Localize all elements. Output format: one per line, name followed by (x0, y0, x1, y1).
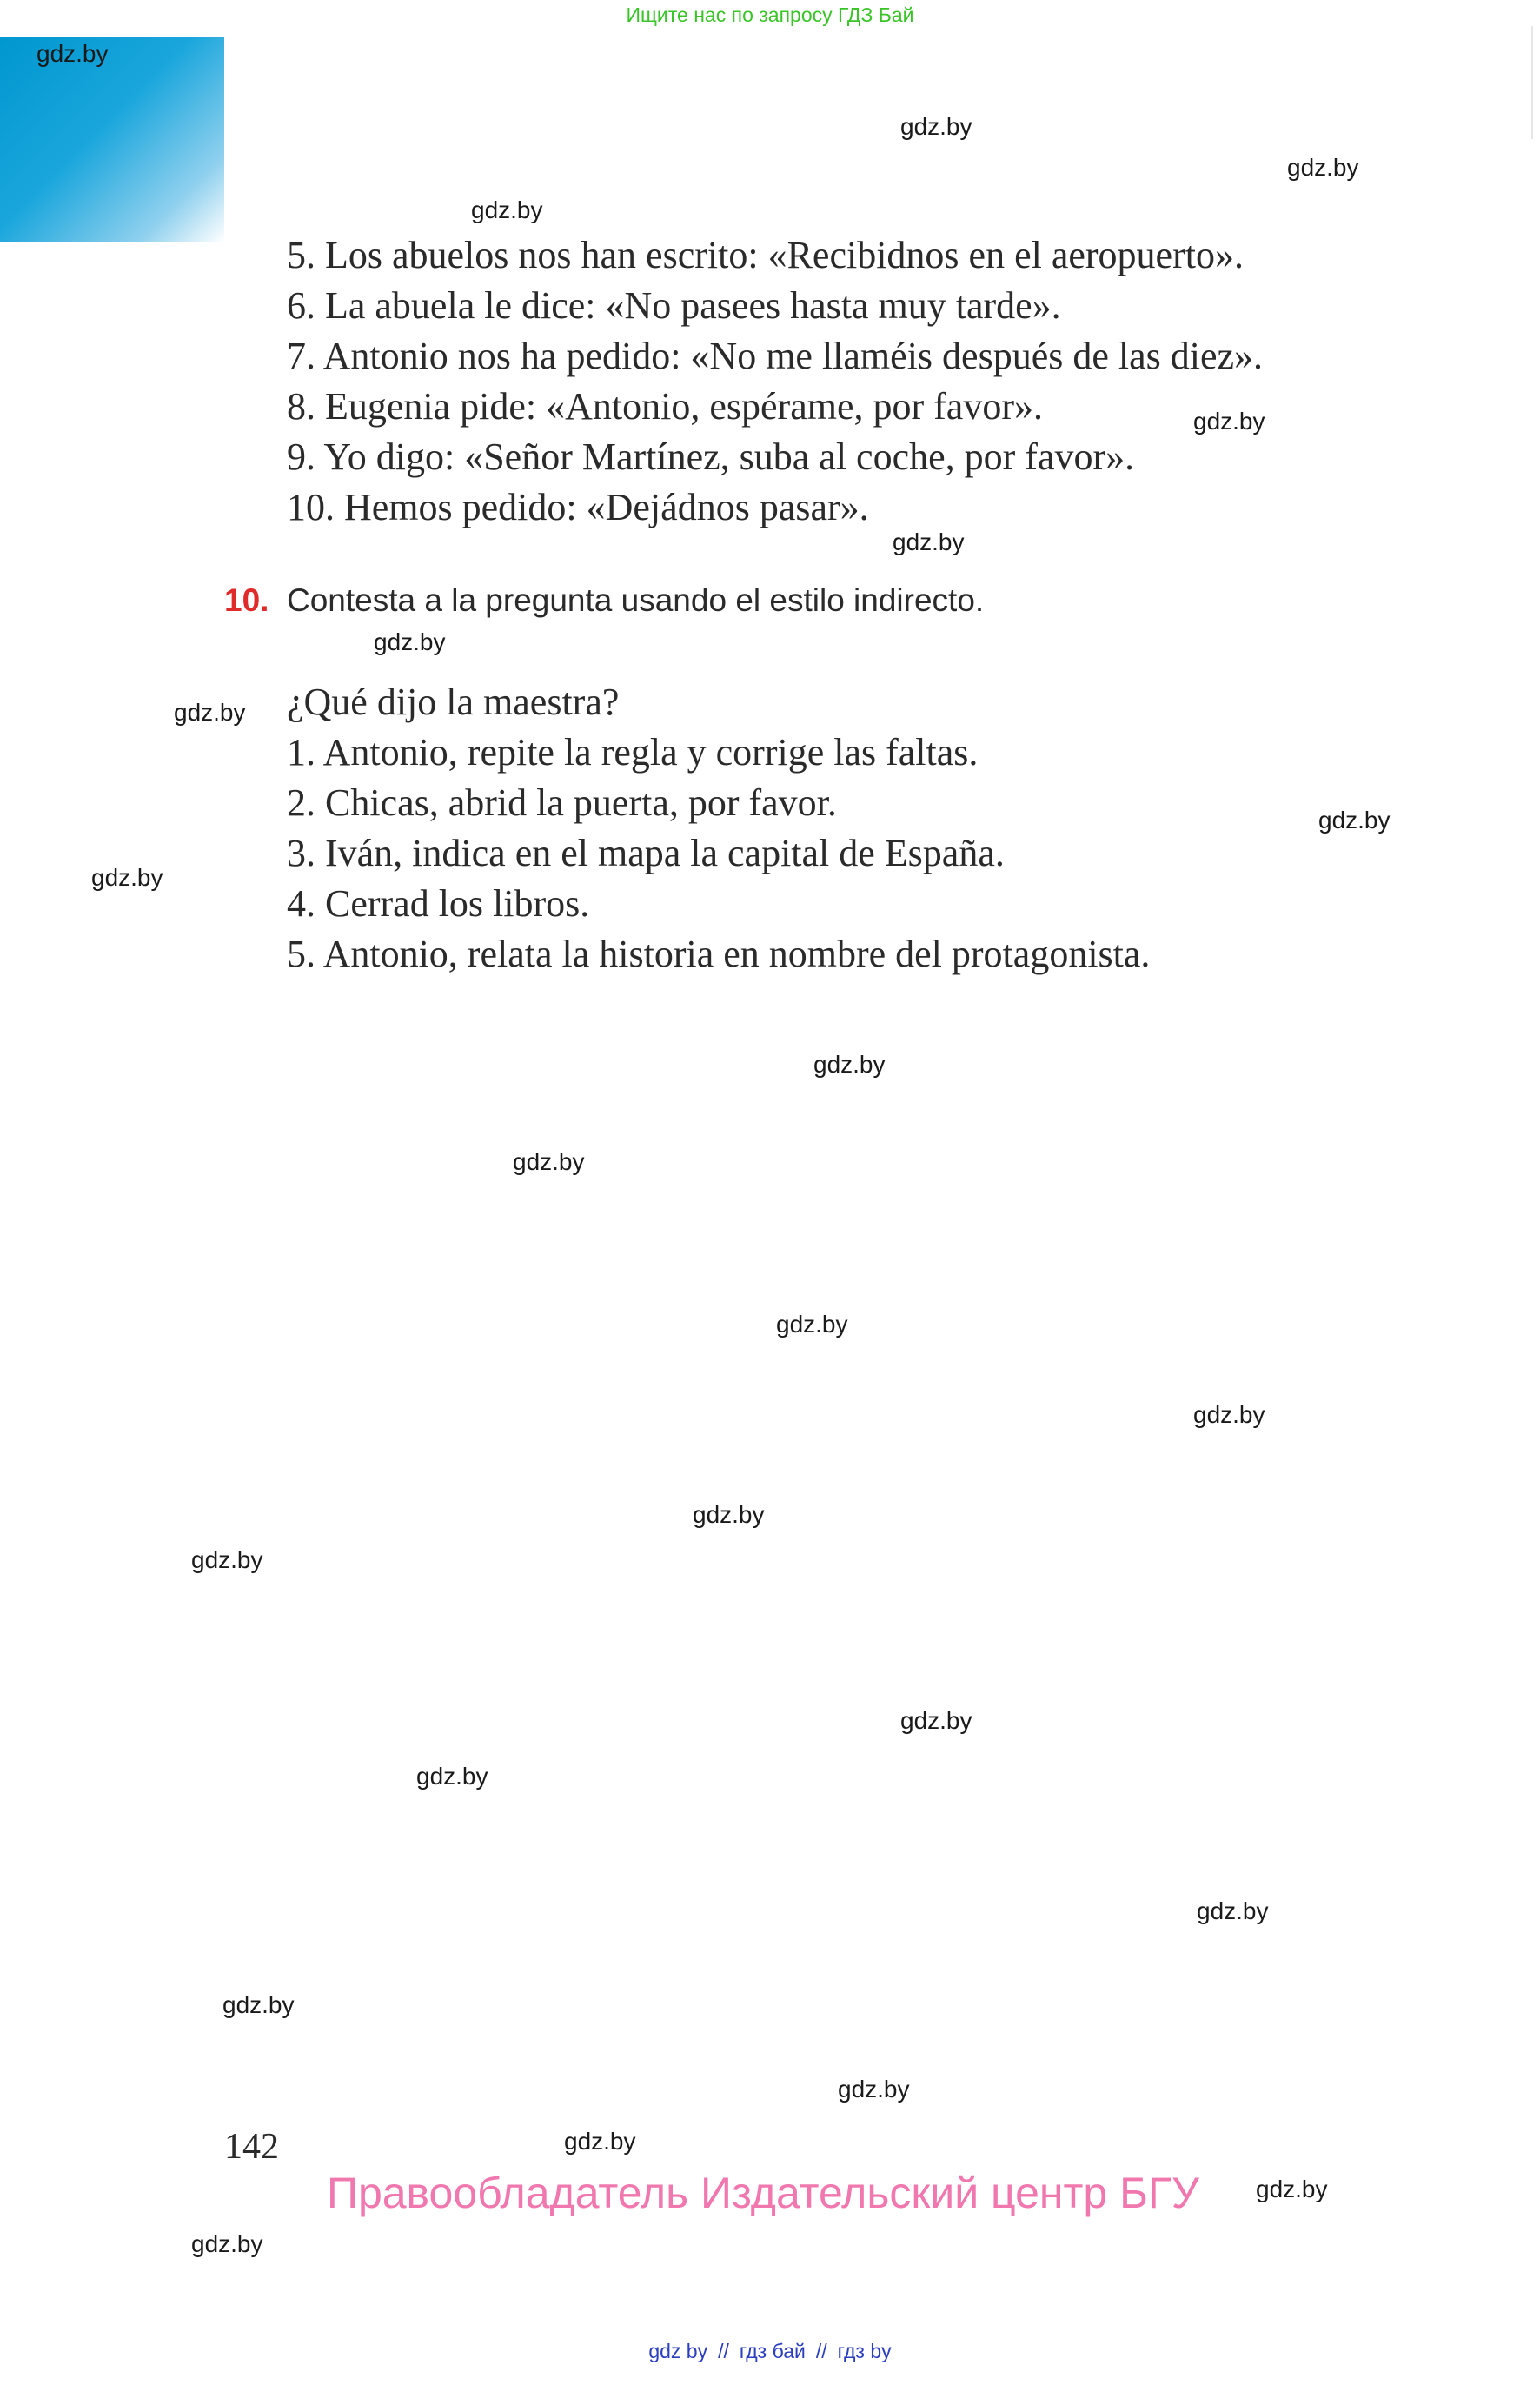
watermark: gdz.by (900, 1707, 972, 1734)
footer-link[interactable]: gdz by (648, 2340, 708, 2362)
footer-link[interactable]: гдз by (837, 2340, 892, 2362)
watermark: gdz.by (1197, 1897, 1269, 1924)
watermark: gdz.by (813, 1051, 886, 1078)
corner-decoration (0, 37, 224, 242)
watermark: gdz.by (1287, 154, 1359, 181)
watermark: gdz.by (191, 1546, 263, 1573)
exercise-line: 10. Hemos pedido: «Dejádnos pasar». (287, 486, 869, 528)
exercise-line: 8. Eugenia pide: «Antonio, espérame, por favor». (287, 385, 1043, 428)
exercise-line: 5. Los abuelos nos han escrito: «Recibidnos en el aeropuerto». (287, 234, 1244, 276)
exercise-number: 10. (224, 582, 269, 618)
exercise-line: 6. La abuela le dice: «No pasees hasta muy tarde». (287, 284, 1061, 327)
watermark: gdz.by (564, 2128, 636, 2155)
watermark: gdz.by (91, 864, 163, 891)
watermark: gdz.by (37, 40, 109, 67)
watermark: gdz.by (893, 528, 965, 555)
watermark: gdz.by (1256, 2176, 1328, 2202)
footer-link[interactable]: гдз бай (739, 2340, 806, 2362)
watermark: gdz.by (174, 699, 246, 726)
watermark: gdz.by (776, 1311, 848, 1338)
footer-separator: // (718, 2340, 729, 2362)
watermark: gdz.by (191, 2230, 263, 2257)
watermark: gdz.by (513, 1148, 585, 1175)
exercise-instruction: Contesta a la pregunta usando el estilo indirecto. (287, 582, 985, 618)
exercise-item: 5. Antonio, relata la historia en nombre del protagonista. (287, 933, 1151, 975)
watermark: gdz.by (471, 196, 543, 223)
watermark: gdz.by (222, 1991, 295, 2018)
watermark: gdz.by (1318, 807, 1391, 834)
watermark: gdz.by (374, 628, 446, 655)
watermark: gdz.by (416, 1763, 488, 1790)
footer-links (0, 2340, 1540, 2363)
watermark: gdz.by (1193, 408, 1265, 435)
exercise-item: 4. Cerrad los libros. (287, 882, 590, 925)
page-edge-rule (1531, 26, 1533, 139)
exercise-item: 2. Chicas, abrid la puerta, por favor. (287, 781, 837, 824)
watermark: gdz.by (900, 113, 972, 140)
exercise-line: 7. Antonio nos ha pedido: «No me llaméis después de las diez». (287, 335, 1264, 377)
watermark: gdz.by (1193, 1401, 1265, 1428)
watermark: gdz.by (838, 2076, 910, 2103)
exercise-line: 9. Yo digo: «Señor Martínez, suba al coche, por favor». (287, 435, 1135, 478)
top-banner[interactable]: Ищите нас по запросу ГДЗ Бай (626, 3, 914, 26)
rights-holder: Правообладатель Издательский центр БГУ (327, 2169, 1199, 2217)
exercise-item: 1. Antonio, repite la regla y corrige las faltas. (287, 731, 979, 774)
exercise-question: ¿Qué dijo la maestra? (287, 681, 620, 723)
exercise-item: 3. Iván, indica en el mapa la capital de España. (287, 832, 1005, 874)
page-number: 142 (224, 2127, 279, 2167)
footer-separator: // (815, 2340, 827, 2362)
watermark: gdz.by (693, 1501, 765, 1528)
